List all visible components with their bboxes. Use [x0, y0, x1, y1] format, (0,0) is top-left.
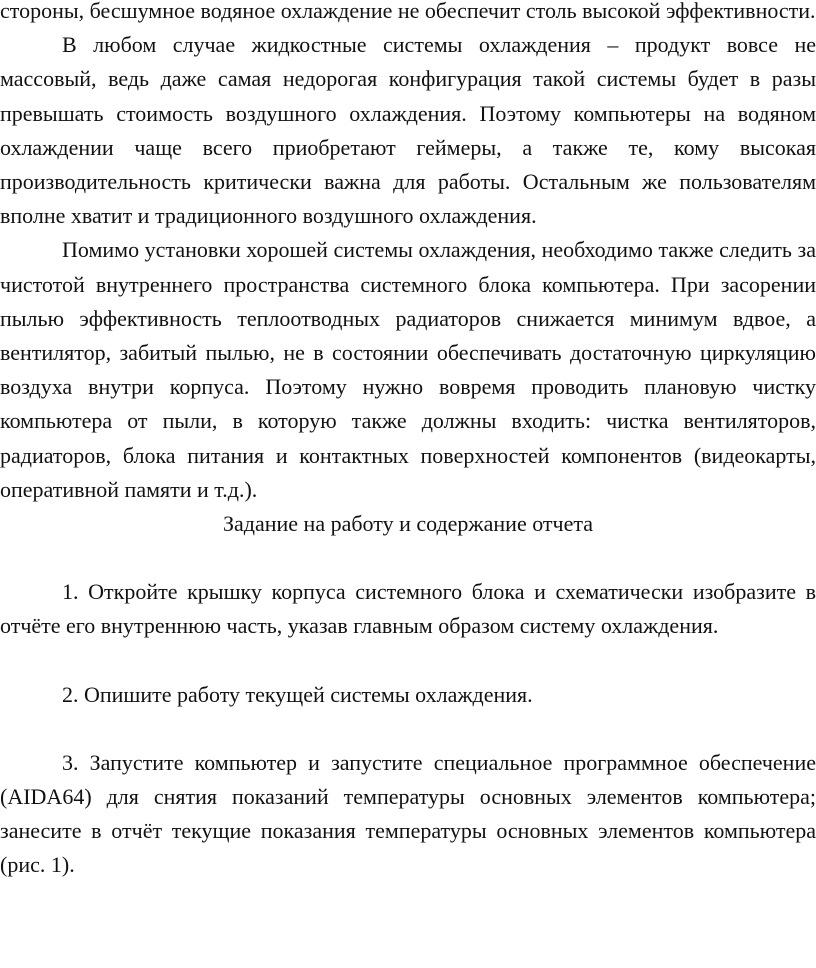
- spacer: [0, 644, 816, 678]
- paragraph-liquid-cooling: В любом случае жидкостные системы охлаждения – продукт вовсе не массовый, ведь даже самая недорогая конфигурация такой системы будет в разы превышать стоимость воздушного охлаждения. Поэтому компьютеры на водяном охлаждении чаще всего приобретают геймеры, а также те, кому высокая производительность критически важна для работы. Остальным же пользователям вполне хватит и традиционного воздушного охлаждения.: [0, 32, 816, 229]
- paragraph-continued: стороны, бесшумное водяное охлаждение не обеспечит столь высокой эффективности.: [0, 0, 816, 23]
- spacer: [0, 541, 816, 575]
- spacer: [0, 712, 816, 746]
- task-item-2: 2. Опишите работу текущей системы охлаждения.: [62, 681, 533, 707]
- task-item-3: 3. Запустите компьютер и запустите специальное программное обеспечение (AIDA64) для снятия показаний температуры основных элементов компьютера; занесите в отчёт текущие показания температуры основных элементов компьютера (рис. 1).: [0, 749, 816, 878]
- paragraph-cleaning: Помимо установки хорошей системы охлаждения, необходимо также следить за чистотой внутреннего пространства системного блока компьютера. При засорении пылью эффективность теплоотводных радиаторов снижается минимум вдвое, а вентилятор, забитый пылью, не в состоянии обеспечивать достаточную циркуляцию воздуха внутри корпуса. Поэтому нужно вовремя проводить плановую чистку компьютера от пыли, в которую также должны входить: чистка вентиляторов, радиаторов, блока питания и контактных поверхностей компонентов (видеокарты, оперативной памяти и т.д.).: [0, 237, 816, 502]
- section-heading: Задание на работу и содержание отчета: [222, 511, 594, 537]
- task-item-1: 1. Откройте крышку корпуса системного блока и схематически изобразите в отчёте его внутреннюю часть, указав главным образом систему охлаждения.: [0, 579, 816, 639]
